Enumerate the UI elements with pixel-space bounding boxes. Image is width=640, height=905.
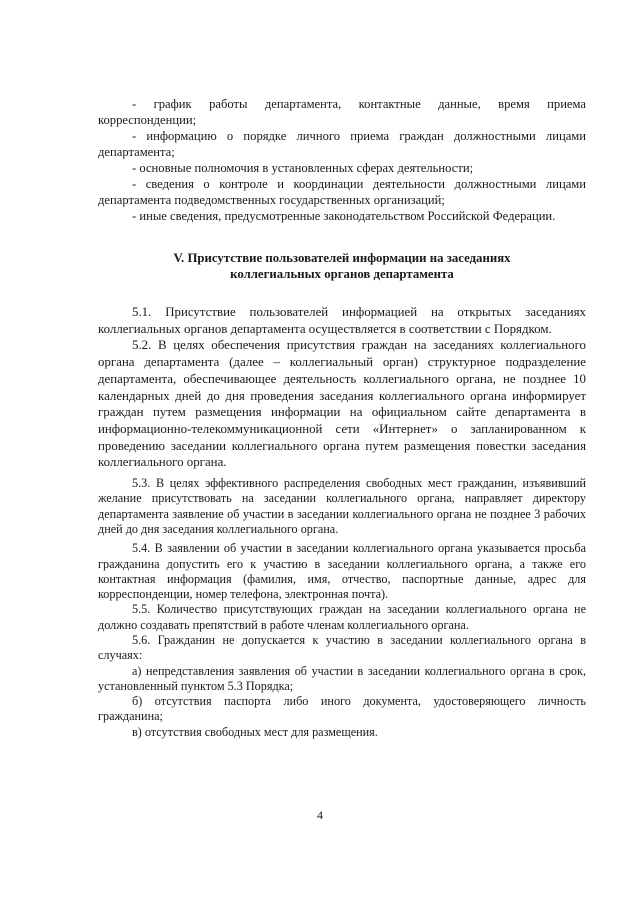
info-list — [98, 96, 586, 224]
section-heading-line-1: V. Присутствие пользователей информации на заседаниях — [173, 251, 511, 265]
paragraph-5-3: 5.3. В целях эффективного распределения свободных мест гражданин, изъявивший желание присутствовать на заседании коллегиального органа, направляет директору департамента заявление об участии в заседании коллегиального органа не позднее 3 рабочих дней до дня заседания коллегиального органа. — [98, 476, 586, 536]
section-heading-line-2: коллегиальных органов департамента — [230, 267, 454, 281]
section-heading — [98, 250, 586, 282]
paragraph-5-6: 5.6. Гражданин не допускается к участию в заседании коллегиального органа в случаях: — [98, 633, 586, 663]
list-item: - основные полномочия в установленных сферах деятельности; — [132, 161, 474, 175]
list-item: - иные сведения, предусмотренные законодательством Российской Федерации. — [132, 209, 556, 223]
paragraph-5-4: 5.4. В заявлении об участии в заседании коллегиального органа указывается просьба гражданина допустить его к участию в заседании коллегиального органа, а также его контактная информация (фамилия, имя, отчество, паспортные данные, адрес для корреспонденции, номер телефона, электронная почта). — [98, 541, 586, 602]
paragraph-5-5: 5.5. Количество присутствующих граждан на заседании коллегиального органа не должно создавать препятствий в работе членам коллегиального органа. — [98, 602, 586, 632]
list-item: - информацию о порядке личного приема граждан должностными лицами департамента; — [98, 129, 586, 159]
page-number: 4 — [317, 808, 323, 822]
list-item: - график работы департамента, контактные данные, время приема корреспонденции; — [98, 97, 586, 127]
paragraph-5-2: 5.2. В целях обеспечения присутствия граждан на заседаниях коллегиального органа департамента (далее – коллегиальный орган) структурное подразделение департамента, обеспечивающее деятельность коллегиального органа, не позднее 10 календарных дней до дня проведения заседания коллегиального органа информирует граждан путем размещения информации на официальном сайте департамента в информационно-телекоммуникационной сети «Интернет» о запланированном к проведению заседании коллегиального органа путем размещения повестки заседания коллегиального органа. — [98, 338, 586, 470]
paragraph-5-6-c: в) отсутствия свободных мест для размещения. — [132, 724, 378, 739]
paragraph-5-6-a: а) непредставления заявления об участии в заседании коллегиального органа в срок, установленный пунктом 5.3 Порядка; — [98, 663, 586, 693]
section-body-lower — [98, 476, 586, 740]
paragraph-5-1: 5.1. Присутствие пользователей информацией на открытых заседаниях коллегиальных органов департамента осуществляется в соответствии с Порядком. — [98, 305, 586, 336]
list-item: - сведения о контроле и координации деятельности должностными лицами департамента подведомственных государственных организаций; — [98, 177, 586, 207]
page-content — [98, 96, 586, 740]
paragraph-5-6-b: б) отсутствия паспорта либо иного документа, удостоверяющего личность гражданина; — [98, 694, 586, 724]
section-body-upper — [98, 304, 586, 471]
